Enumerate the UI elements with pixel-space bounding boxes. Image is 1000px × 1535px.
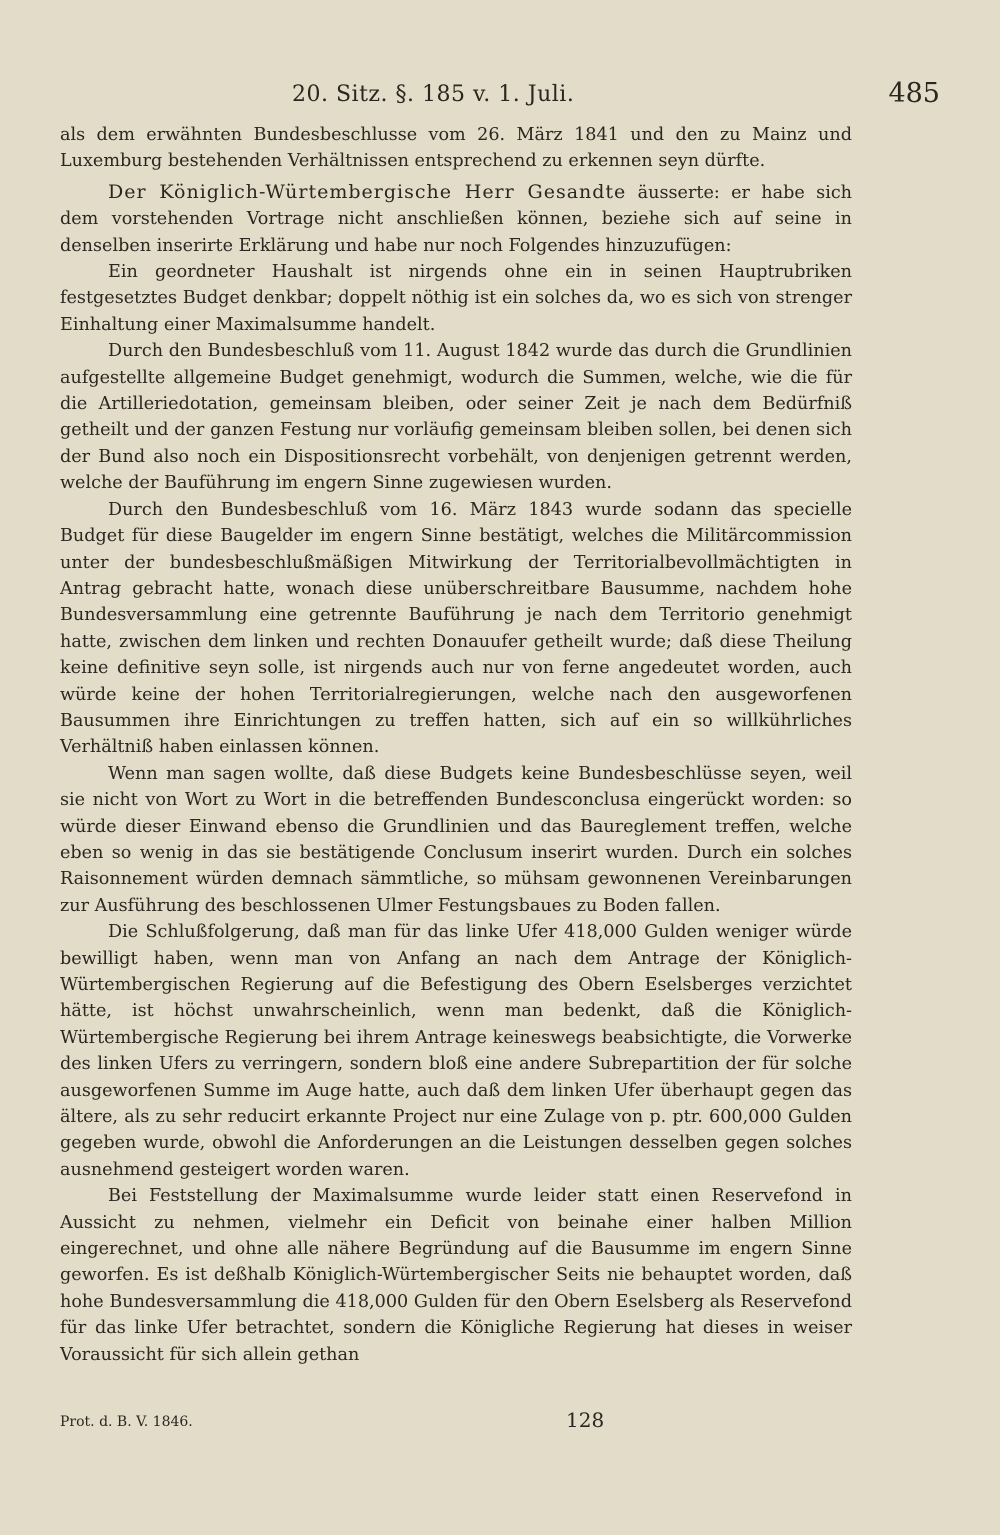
page-footer bbox=[60, 1408, 852, 1438]
paragraph-speaker bbox=[60, 179, 852, 259]
running-head bbox=[60, 78, 940, 112]
paragraph: Bei Feststellung der Maximalsumme wurde leider statt einen Reservefond in Aussicht zu nehmen, vielmehr ein Deficit von beinahe einer halben Million eingerechnet, und ohne alle nähere Begründung auf die Bausumme im engern Sinne geworfen. Es ist deßhalb Königlich-Würtembergischer Seits nie behauptet worden, daß hohe Bundesversammlung die 418,000 Gulden für den Obern Eselsberg als Reservefond für das linke Ufer betrachtet, sondern die Königliche Regierung hat dieses in weiser Voraussicht für sich allein gethan bbox=[60, 1186, 852, 1365]
printer-signature: Prot. d. B. V. 1846. bbox=[60, 1414, 193, 1430]
sitting-reference: 20. Sitz. §. 185 v. 1. Juli. bbox=[292, 82, 575, 107]
paragraph: Durch den Bundesbeschluß vom 11. August 1842 wurde das durch die Grundlinien aufgestellte allgemeine Budget genehmigt, wodurch die Summen, welche, wie die für die Artilleriedotation, gemeinsam bleiben, oder seiner Zeit je nach dem Bedürfniß getheilt und der ganzen Festung nur vorläufig gemeinsam bleiben sollen, bei denen sich der Bund also noch ein Dispositionsrecht vorbehält, von denjenigen getrennt werden, welche der Bauführung im engern Sinne zugewiesen wurden. bbox=[60, 341, 852, 494]
paragraph-speaker-text: äusserte: er habe sich dem vorstehenden Vortrage nicht anschließen können, beziehe sich auf seine in denselben inserirte Erklärung und habe nur noch Folgendes hinzuzufügen: bbox=[60, 182, 853, 256]
paragraph: Die Schlußfolgerung, daß man für das linke Ufer 418,000 Gulden weniger würde bewilligt haben, wenn man von Anfang an nach dem Antrage der Königlich-Würtembergischen Regierung auf die Befestigung des Obern Eselsberges verzichtet hätte, ist höchst unwahrscheinlich, wenn man bedenkt, daß die Königlich-Würtembergische Regierung bei ihrem Antrage keineswegs beabsichtigte, die Vorwerke des linken Ufers zu verringern, sondern bloß eine andere Subrepartition der für solche ausgeworfenen Summe im Auge hatte, auch daß dem linken Ufer überhaupt gegen das ältere, als zu sehr reducirt erkannte Project nur eine Zulage von p. ptr. 600,000 Gulden gegeben wurde, obwohl die Anforderungen an die Leistungen desselben gegen solches ausnehmend gesteigert worden waren. bbox=[60, 922, 852, 1180]
paragraph: Wenn man sagen wollte, daß diese Budgets keine Bundesbeschlüsse seyen, weil sie nicht von Wort zu Wort in die betreffenden Bundesconclusa eingerückt worden: so würde dieser Einwand ebenso die Grundlinien und das Baureglement treffen, welche eben so wenig in das sie bestätigende Conclusum inserirt wurden. Durch ein solches Raisonnement würden demnach sämmtliche, so mühsam gewonnenen Vereinbarungen zur Ausführung des beschlossenen Ulmer Festungsbaues zu Boden fallen. bbox=[60, 763, 852, 916]
paragraph-continuation: als dem erwähnten Bundesbeschlusse vom 26. März 1841 und den zu Mainz und Luxemburg bestehenden Verhältnissen entsprechend zu erkennen seyn dürfte. bbox=[60, 125, 852, 172]
speaker-name: Der Königlich-Würtembergische Herr Gesandte bbox=[108, 180, 627, 203]
paragraph: Ein geordneter Haushalt ist nirgends ohne ein in seinen Hauptrubriken festgesetztes Budget denkbar; doppelt nöthig ist ein solches da, wo es sich von strenger Einhaltung einer Maximalsumme handelt. bbox=[60, 262, 852, 335]
sheet-number: 128 bbox=[566, 1408, 605, 1432]
paragraph: Durch den Bundesbeschluß vom 16. März 1843 wurde sodann das specielle Budget für diese Baugelder im engern Sinne bestätigt, welches die Militärcommission unter der bundesbeschlußmäßigen Mitwirkung der Territorialbevollmächtigten in Antrag gebracht hatte, wonach diese unüberschreitbare Bausumme, nachdem hohe Bundesversammlung eine getrennte Bauführung je nach dem Territorio genehmigt hatte, zwischen dem linken und rechten Donauufer getheilt wurde; daß diese Theilung keine definitive seyn solle, ist nirgends auch nur von ferne angedeutet worden, auch würde keine der hohen Territorialregierungen, welche nach den ausgeworfenen Bausummen ihre Einrichtungen zu treffen hatten, sich auf ein so willkührliches Verhältniß haben einlassen können. bbox=[60, 499, 852, 758]
page-number: 485 bbox=[888, 78, 940, 109]
body-text bbox=[60, 122, 852, 1368]
